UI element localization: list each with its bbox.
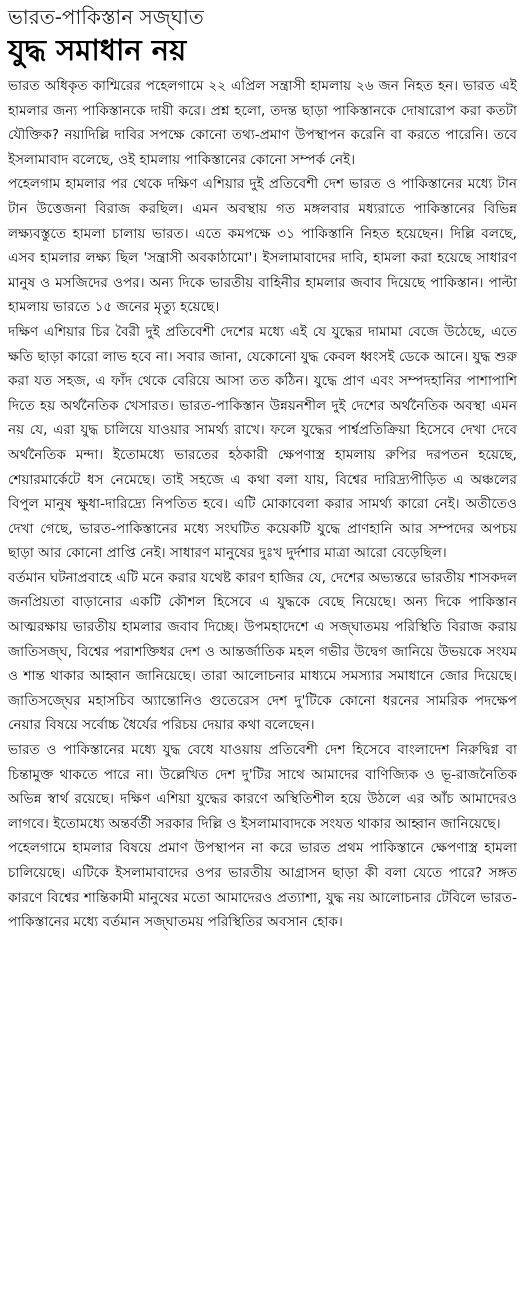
paragraph-3: দক্ষিণ এশিয়ার চির বৈরী দুই প্রতিবেশী দেশের মধ্যে এই যে যুদ্ধের দামামা বেজে উঠেছে, এতে ক্ষতি ছাড়া কারো লাভ হবে না। সবার জানা, যেকোনো যুদ্ধ কেবল ধ্বংসই ডেকে আনে। যুদ্ধ শুরু করা যত সহজ, এ ফাঁদ থেকে বেরিয়ে আসা তত কঠিন। যুদ্ধে প্রাণ এবং সম্পদহানির পাশাপাশি দিতে হয় অর্থনৈতিক খেসারত। ভারত-পাকিস্তান উন্নয়নশীল দুই দেশের অর্থনৈতিক অবস্থা এমন নয় যে, এরা যুদ্ধ চালিয়ে যাওয়ার সামর্থ্য রাখে। ফলে যুদ্ধের পার্শ্বপ্রতিক্রিয়া হিসেবে দেখা দেবে অর্থনৈতিক মন্দা। ইতোমধ্যে ভারতের হঠকারী ক্ষেপণাস্ত্র হামলায় রুপির দরপতন হয়েছে, শেয়ারমার্কেটে ধস নেমেছে। তাই সহজে এ কথা বলা যায়, বিশ্বের দারিদ্র্যপীড়িত এ অঞ্চলের বিপুল মানুষ ক্ষুধা-দারিদ্র্যে নিপতিত হবে। এটি মোকাবেলা করার সামর্থ্য কারো নেই। অতীতেও দেখা গেছে, ভারত-পাকিস্তানের মধ্যে সংঘটিত কয়েকটি যুদ্ধে প্রাণহানি আর সম্পদের অপচয় ছাড়া আর কোনো প্রাপ্তি নেই। সাধারণ মানুষের দুঃখ দুর্দশার মাত্রা আরো বেড়েছিল।: [8, 323, 517, 562]
headline: যুদ্ধ সমাধান নয়: [8, 33, 187, 67]
paragraph-2: পহেলগাম হামলার পর থেকে দক্ষিণ এশিয়ার দুই প্রতিবেশী দেশ ভারত ও পাকিস্তানের মধ্যে টান টান উত্তেজনা বিরাজ করছিল। এমন অবস্থায় গত মঙ্গলবার মধ্যরাতে পাকিস্তানের বিভিন্ন লক্ষ্যবস্তুতে হামলা চালায় ভারত। এতে কমপক্ষে ৩১ পাকিস্তানি নিহত হয়েছেন। দিল্লি বলছে, এসব হামলার লক্ষ্য ছিল 'সন্ত্রাসী অবকাঠামো'। ইসলামাবাদের দাবি, হামলা করা হয়েছে সাধারণ মানুষ ও মসজিদের ওপর। অন্য দিকে ভারতীয় বাহিনীর হামলার জবাব দিয়েছে পাকিস্তান। পাল্টা হামলায় ভারতে ১৫ জনের মৃত্যু হয়েছে।: [8, 176, 517, 316]
paragraph-6: পহেলগামে হামলার বিষয়ে প্রমাণ উপস্থাপন না করে ভারত প্রথম পাকিস্তানে ক্ষেপণাস্ত্র হামলা চালিয়েছে। এটিকে ইসলামাবাদের ওপর ভারতীয় আগ্রাসন ছাড়া কী বলা যেতে পারে? সঙ্গত কারণে বিশ্বের শান্তিকামী মানুষের মতো আমাদেরও প্রত্যাশা, যুদ্ধ নয় আলোচনার টেবিলে ভারত-পাকিস্তানের মধ্যে বর্তমান সজ্ঘাতময় পরিস্থিতির অবসান হোক।: [8, 840, 517, 931]
paragraph-1: ভারত অধিকৃত কাশ্মিরের পহেলগামে ২২ এপ্রিল সন্ত্রাসী হামলায় ২৬ জন নিহত হন। ভারত এই হামলার জন্য পাকিস্তানকে দায়ী করে। প্রশ্ন হলো, তদন্ত ছাড়া পাকিস্তানকে দোষারোপ করা কতটা যৌক্তিক? নয়াদিল্লি দাবির সপক্ষে কোনো তথ্য-প্রমাণ উপস্থাপন করেনি বা করতে পারেনি। তবে ইসলামাবাদ বলেছে, ওই হামলায় পাকিস্তানের কোনো সম্পর্ক নেই।: [8, 78, 517, 168]
paragraph-5: ভারত ও পাকিস্তানের মধ্যে যুদ্ধ বেধে যাওয়ায় প্রতিবেশী দেশ হিসেবে বাংলাদেশ নিরুদ্বিগ্ন বা চিন্তামুক্ত থাকতে পারে না। উল্লেখিত দেশ দু'টির সাথে আমাদের বাণিজ্যিক ও ভূ-রাজনৈতিক অভিন্ন স্বার্থ রয়েছে। দক্ষিণ এশিয়া যুদ্ধের কারণে অস্থিতিশীল হয়ে উঠলে এর আঁচ আমাদেরও লাগবে। ইতোমধ্যে অন্তর্বর্তী সরকার দিল্লি ও ইসলামাবাদকে সংযত থাকার আহ্বান জানিয়েছে।: [8, 742, 517, 832]
paragraph-4: বর্তমান ঘটনাপ্রবাহে এটি মনে করার যথেষ্ট কারণ হাজির যে, দেশের অভ্যন্তরে ভারতীয় শাসকদল জনপ্রিয়তা বাড়ানোর একটি কৌশল হিসেবে এ যুদ্ধকে বেছে নিয়েছে। অন্য দিকে পাকিস্তান আত্মরক্ষায় ভারতীয় হামলার জবাব দিচ্ছে। উপমহাদেশে এ সজ্ঘাতময় পরিস্থিতি বিরাজ করায় জাতিসজ্ঘ, বিশ্বের পরাশক্তিধর দেশ ও আন্তর্জাতিক মহল গভীর উদ্বেগ জানিয়ে উভয়কে সংযম ও শান্ত থাকার আহ্বান জানিয়েছে। তারা আলোচনার মাধ্যমে সমস্যার সমাধানে জোর দিয়েছে। জাতিসজ্ঘের মহাসচিব অ্যান্তোনিও গুতেরেস দেশ দু'টিকে কোনো ধরনের সামরিক পদক্ষেপ নেয়ার বিষয়ে সর্বোচ্চ ধৈর্যের পরিচয় দেয়ার কথা বলেছেন।: [8, 569, 517, 734]
editorial-article: [8, 0, 517, 935]
kicker-title: ভারত-পাকিস্তান সজ্ঘাত: [8, 5, 204, 29]
